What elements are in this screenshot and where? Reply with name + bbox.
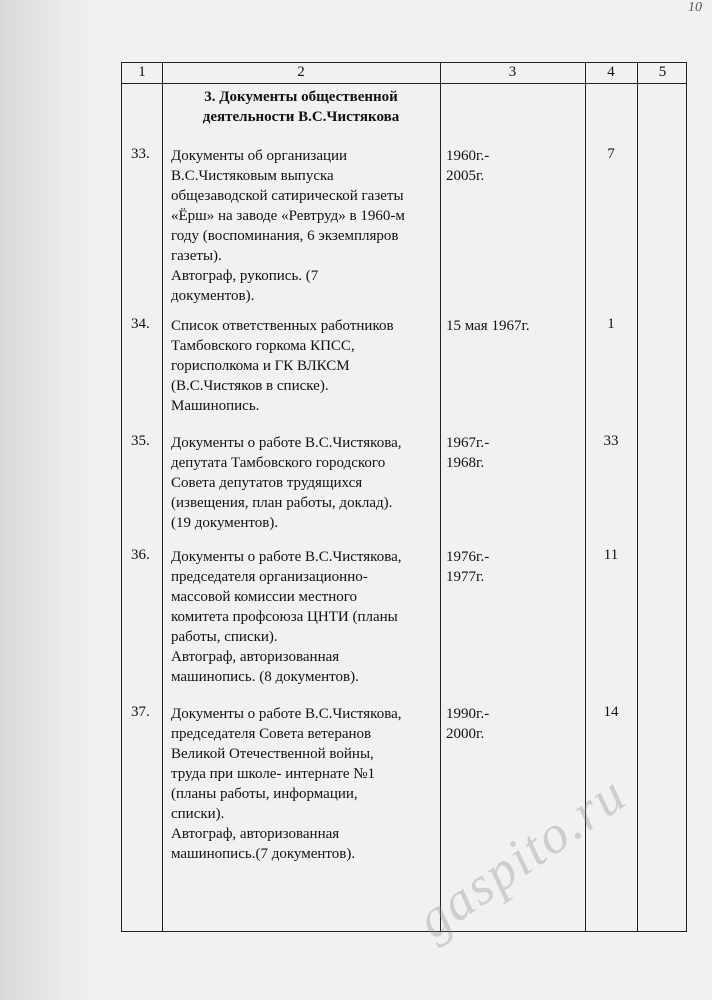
column-header-5: 5	[658, 64, 667, 80]
entry-document-count: 1	[607, 316, 615, 332]
entry-description: Список ответственных работников Тамбовского горкома КПСС, горисполкома и ГК ВЛКСМ (В.С.Чистяков в списке). Машинопись.	[171, 318, 394, 414]
entry-date: 1967г.- 1968г.	[446, 435, 490, 471]
column-header-4: 4	[607, 64, 615, 80]
column-header-2: 2	[297, 64, 305, 80]
entry-number: 37.	[131, 704, 150, 720]
entry-description: Документы об организации В.С.Чистяковым выпуска общезаводской сатирической газеты «Ёрш» на заводе «Ревтруд» в 1960-м году (воспоминания, 6 экземпляров газеты). Автограф, рукопись. (7 документов).	[171, 148, 405, 304]
column-divider-2	[440, 63, 441, 931]
entry-document-count: 7	[607, 146, 615, 162]
column-header-1: 1	[138, 64, 146, 80]
page-fold-shadow	[0, 0, 96, 1000]
entry-date: 15 мая 1967г.	[446, 318, 530, 334]
entry-description: Документы о работе В.С.Чистякова, депутата Тамбовского городского Совета депутатов трудящихся (извещения, план работы, доклад). (19 документов).	[171, 435, 402, 531]
entry-number: 36.	[131, 547, 150, 563]
entry-document-count: 33	[603, 433, 619, 449]
entry-document-count: 14	[603, 704, 619, 720]
entry-date: 1960г.- 2005г.	[446, 148, 490, 184]
page-number: 10	[688, 0, 702, 15]
entry-number: 35.	[131, 433, 150, 449]
watermark: gaspito.ru	[405, 762, 638, 950]
entry-date: 1990г.- 2000г.	[446, 706, 490, 742]
header-rule	[122, 83, 686, 84]
section-heading: 3. Документы общественной деятельности В.С.Чистякова	[202, 89, 400, 125]
entry-description: Документы о работе В.С.Чистякова, председателя организационно- массовой комиссии местного комитета профсоюза ЦНТИ (планы работы, списки). Автограф, авторизованная машинопись. (8 документов).	[171, 549, 402, 685]
column-header-3: 3	[508, 64, 517, 80]
entry-number: 34.	[131, 316, 150, 332]
column-divider-4	[637, 63, 638, 931]
entry-date: 1976г.- 1977г.	[446, 549, 490, 585]
entry-description: Документы о работе В.С.Чистякова, председателя Совета ветеранов Великой Отечественной войны, труда при школе- интернате №1 (планы работы, информации, списки). Автограф, авторизованная машинопись.(7 документов).	[171, 706, 402, 862]
column-divider-1	[162, 63, 163, 931]
entry-document-count: 11	[603, 547, 619, 563]
entry-number: 33.	[131, 146, 150, 162]
